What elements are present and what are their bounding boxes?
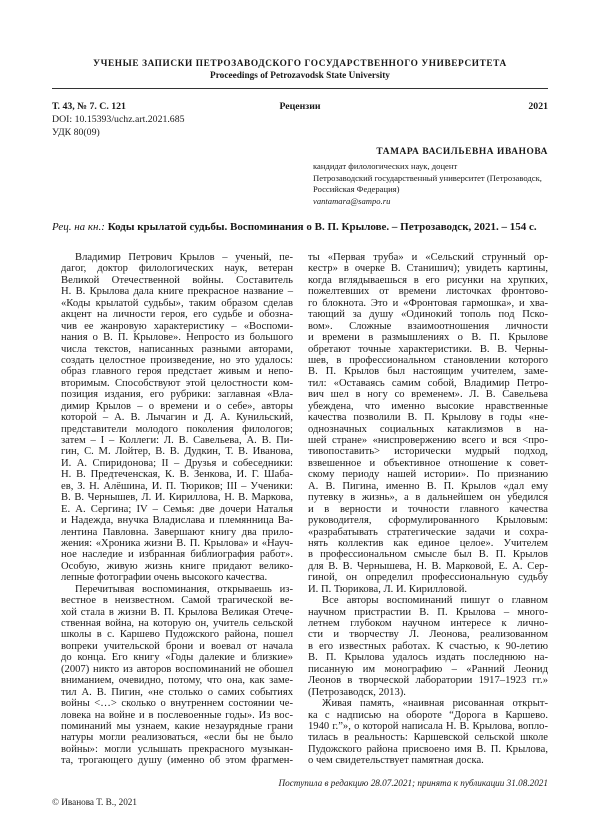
text-line: летнем глубоком научном интересе к лично-: [308, 618, 548, 629]
text-line: сти и творчеству Л. Леонова, реализованном: [308, 629, 548, 641]
text-line: ты «Первая труба» и «Сельский струнный ор-: [308, 252, 548, 263]
text-line: однозначных социальных катаклизмов в на-: [308, 423, 548, 435]
text-line: В. П. Крылова удалось издать последнюю на-: [308, 652, 548, 664]
text-line: которой – А. В. Лычагин и Д. А. Кунильский,: [61, 412, 293, 424]
text-line: 1940 г.”», о которой написала Н. В. Крылова, вопло-: [308, 720, 548, 732]
author-email[interactable]: vantamara@sampo.ru: [313, 195, 391, 206]
author-degree: кандидат филологических наук, доцент: [313, 161, 458, 171]
text-line: писанную им монографию – «Ранний Леонид: [308, 663, 548, 675]
text-line: «Коды крылатой судьбы», таким образом сделав: [61, 297, 293, 309]
text-line: дагог, доктор филологических наук, ветеран: [61, 263, 293, 275]
text-line: взвешенное и объективное отношение к совет-: [308, 457, 548, 469]
header-divider: [52, 88, 548, 89]
journal-title: УЧЕНЫЕ ЗАПИСКИ ПЕТРОЗАВОДСКОГО ГОСУДАРСТВЕННОГО УНИВЕРСИТЕТА: [93, 59, 507, 69]
text-line: та, трогающего душу (именно об этом фрагмен-: [61, 755, 293, 767]
text-line: лепные фотографии очень высокого качества.: [61, 572, 268, 584]
paragraph: [308, 698, 548, 767]
journal-subtitle: Proceedings of Petrozavodsk State University: [210, 71, 390, 81]
text-line: хой стала в жизни В. П. Крылова Великая Отече-: [61, 606, 293, 618]
section-name: Рецензии: [279, 101, 321, 112]
text-line: шев, в профессиональном становлении которого: [308, 354, 548, 366]
text-line: ловека на войне и в послевоенные годы». Из вос-: [61, 709, 293, 721]
text-line: путевку в жизнь», а в дальнейшем он убедился: [308, 492, 548, 504]
text-line: ка с надписью на обороте “Дорога в Каршево.: [308, 709, 548, 721]
text-line: войны»: могли услышать прекрасного музыкан-: [61, 743, 293, 755]
author-affiliation-block: [313, 161, 548, 207]
text-line: о чем свидетельствует памятная доска.: [308, 755, 484, 767]
text-line: лентина Павловна. Завершают книгу два прило-: [61, 526, 293, 538]
text-line: акцент на личности героя, его судьбе и обозна-: [61, 309, 293, 321]
text-line: И. А. Спиридонова; II – Друзья и собеседники:: [61, 457, 293, 469]
text-line: войны <…> сколько о внутреннем состоянии че-: [61, 698, 293, 710]
text-line: качества позволили В. П. Крылову в годы «не-: [308, 412, 548, 424]
reviewed-book: Коды крылатой судьбы. Воспоминания о В. П. Крылове. – Петрозаводск, 2021. – 154 с.: [107, 221, 537, 233]
text-line: И. П. Тюрикова, Л. И. Кирилловой.: [308, 583, 468, 595]
text-line: тающий за душу «Одинокий тополь под Пско-: [308, 309, 548, 321]
text-line: В. П. Крылов был настоящим учителем, заме-: [308, 366, 548, 378]
copyright: © Иванова Т. В., 2021: [52, 797, 137, 807]
doi[interactable]: DOI: 10.15393/uchz.art.2021.685: [52, 114, 185, 125]
text-line: и Надежда, внучка Владислава и племянница Ва-: [61, 515, 293, 527]
paragraph: [308, 252, 548, 595]
text-line: Великой Отечественной войны. Составитель: [61, 274, 293, 286]
text-line: числа текстов, написанных разными авторами,: [61, 343, 293, 355]
text-line: и в верности и точности главного качества: [308, 503, 548, 515]
review-prefix: Рец. на кн.:: [52, 221, 105, 233]
text-line: поминаний мы узнаем, какие незаурядные грани: [61, 720, 293, 732]
text-line: научном пристрастии В. П. Крылова – много-: [308, 606, 548, 618]
text-line: для В. В. Чернышева, Н. В. Марковой, Е. А. Сер-: [308, 560, 548, 572]
paragraph: [308, 595, 548, 698]
text-line: Е. А. Сергина; IV – Семья: две дочери Наталья: [61, 503, 293, 515]
paragraph: [61, 252, 293, 584]
author-name: ТАМАРА ВАСИЛЬЕВНА ИВАНОВА: [376, 147, 548, 157]
text-line: когда вглядываешься в его рисунки на хрупких,: [308, 274, 548, 286]
text-line: затем – I – Коллеги: Л. В. Савельева, А. В. Пи-: [61, 435, 293, 446]
text-line: В. В. Чернышев, Л. И. Кириллова, Н. В. Маркова,: [61, 492, 293, 504]
text-line: Все авторы воспоминаний пишут о главном: [322, 595, 548, 607]
text-line: нания о В. П. Крылове». Непросто из большого: [61, 332, 293, 344]
text-line: в профессиональном смысле был В. П. Крылов: [308, 549, 548, 561]
text-line: димир Крылов – о времени и о себе», авторы: [61, 400, 293, 412]
text-line: Особую, живую жизнь книге придают велико-: [61, 560, 293, 572]
text-line: Пудожского района присвоено имя В. П. Крылова,: [308, 743, 548, 755]
text-line: школы в с. Каршево Пудожского района, пошел: [61, 629, 293, 641]
text-line: тивопоставить> исторически мудрый подход,: [308, 446, 548, 458]
text-line: натуры могли реализоваться, «если бы не было: [61, 732, 293, 744]
text-line: образ главного героя предстает живым и непо-: [61, 366, 293, 378]
text-line: (Петрозаводск, 2013).: [308, 686, 406, 698]
text-line: тил А. В. Пигин, «не столько о самих событиях: [61, 686, 293, 698]
text-line: руководителя, сформулированного Крыловым:: [308, 515, 548, 527]
text-line: жения: «Хроника жизни В. П. Крылова» и «Науч-: [61, 537, 293, 549]
year: 2021: [528, 101, 548, 112]
text-line: обретают точные характеристики. В. В. Черны-: [308, 343, 548, 355]
paragraph: [61, 584, 293, 767]
text-line: Н. В. Предтеченская, К. В. Зенкова, И. Г. Шаба-: [61, 469, 293, 481]
text-line: ев, З. Н. Алёшина, И. П. Тюриков; III – Ученики:: [61, 480, 293, 492]
text-line: (2007) никто из авторов воспоминаний не обошел: [61, 663, 293, 675]
text-line: в его известных работах. К счастью, к 90-летию: [308, 640, 548, 652]
text-line: нять коллектив как единое целое». Учителем: [308, 537, 548, 549]
body-column-left: [61, 252, 293, 767]
text-line: и времени в размышлениях о В. П. Крылове: [308, 332, 548, 344]
received-dates: Поступила в редакцию 28.07.2021; принята к публикации 31.08.2021: [278, 778, 548, 788]
text-line: Леонов в творческой лаборатории 1917–1923 гг.»: [308, 675, 548, 687]
text-line: Владимир Петрович Крылов – ученый, пе-: [75, 252, 293, 263]
text-line: А. В. Пигина, именно В. П. Крылов «дал ему: [308, 480, 548, 492]
text-line: скому периоду нашей истории». По признанию: [308, 469, 548, 481]
review-reference: [52, 221, 552, 233]
text-line: вестное в неизвестном. Самой трагической ве-: [61, 595, 293, 607]
text-line: вторимым. Способствуют этой целостности ком-: [61, 377, 293, 389]
text-line: Живая память, «наивная рисованная открыт-: [322, 698, 548, 710]
text-line: до конца. Его книгу «Годы далекие и близкие»: [61, 652, 293, 664]
body-column-right: [308, 252, 548, 767]
text-line: ное наследие и избранная библиография работ».: [61, 549, 293, 561]
text-line: пожелтевших от времени листочках фронтово-: [308, 286, 548, 298]
text-line: вом». Сложные взаимоотношения личности: [308, 320, 548, 332]
text-line: вопреки учительской брони и воевал от начала: [61, 640, 293, 652]
text-line: вниманием, очевидно, потому, что она, как заме-: [61, 675, 293, 687]
text-line: Н. В. Крылова дала книге прекрасное название –: [61, 286, 293, 298]
text-line: го блокнота. Это и «Фронтовая гармошка», и хва-: [308, 297, 548, 309]
text-line: тил: «Оставаясь самим собой, Владимир Петро-: [308, 377, 548, 389]
text-line: «разрабатывать стратегические задачи и сохра-: [308, 526, 548, 538]
text-line: тилась в реальность: Каршевской сельской школе: [308, 732, 548, 744]
text-line: представители молодого поколения филологов;: [61, 423, 293, 435]
text-line: гин, С. М. Лойтер, В. В. Дудкин, Т. В. Иванова,: [61, 446, 293, 458]
text-line: создать целостное произведение, но это удалось:: [61, 354, 293, 366]
text-line: убеждена, что именно высокие нравственные: [308, 400, 548, 412]
volume-info: Т. 43, № 7. С. 121: [52, 101, 126, 112]
text-line: позиция издания, его рубрики: заглавная «Вла-: [61, 389, 293, 401]
text-line: гиной, он определил профессиональную судьбу: [308, 572, 548, 584]
text-line: Перечитывая воспоминания, открываешь из-: [75, 583, 293, 595]
author-affiliation: Петрозаводский государственный университет (Петрозаводск, Российская Федерация): [313, 172, 542, 195]
text-line: кестр» в очерке В. Станишич); увидеть картины,: [308, 263, 548, 275]
text-line: вич шел в ногу со временем». Л. В. Савельева: [308, 389, 548, 401]
text-line: ственная война, на которую он, учитель сельской: [61, 618, 293, 629]
text-line: шей стране» «ниспровержению всего и вся <про-: [308, 435, 548, 446]
text-line: чив ее жанровую характеристику – «Воспоми-: [61, 320, 293, 332]
udk: УДК 80(09): [52, 127, 100, 138]
